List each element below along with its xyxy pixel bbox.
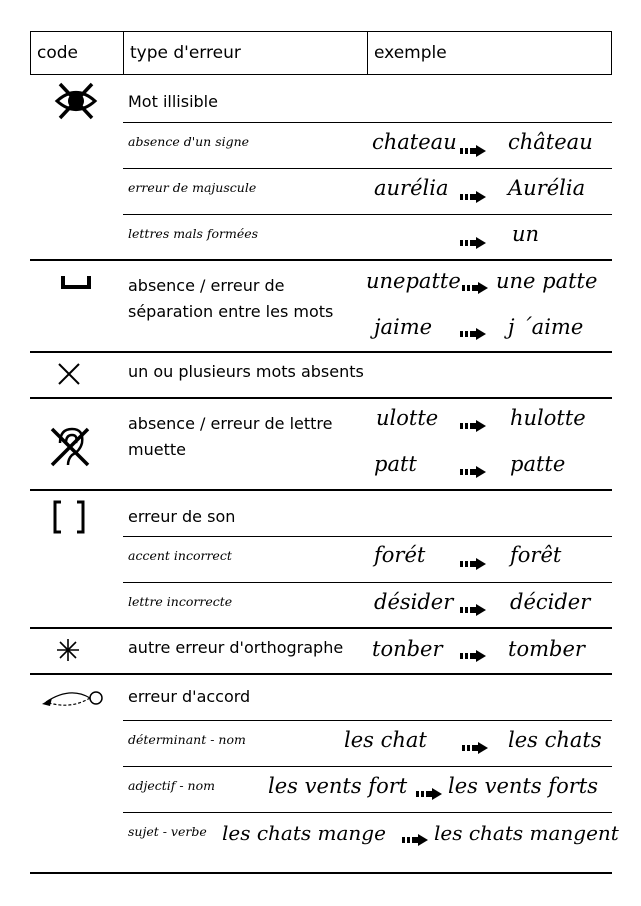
arrow-icon xyxy=(460,328,486,340)
sub-label: absence d'un signe xyxy=(128,134,250,149)
arrow-icon xyxy=(460,650,486,662)
wrong-example: les chats mange xyxy=(222,821,386,845)
right-example: hulotte xyxy=(510,406,586,430)
right-example: les chats mangent xyxy=(434,821,619,845)
sub-label: sujet - verbe xyxy=(128,824,207,839)
sub-label: déterminant - nom xyxy=(128,732,246,747)
row-title: séparation entre les mots xyxy=(128,302,334,321)
wrong-example: tonber xyxy=(372,637,443,661)
sub-separator xyxy=(123,812,612,813)
row-title: Mot illisible xyxy=(128,92,218,111)
row-title: absence / erreur de lettre xyxy=(128,414,333,433)
sub-separator xyxy=(123,122,612,123)
right-example: Aurélia xyxy=(508,176,586,200)
row-separator xyxy=(30,673,612,675)
row-separator xyxy=(30,489,612,491)
arrow-icon xyxy=(416,788,442,800)
right-example: tomber xyxy=(508,637,585,661)
arrow-icon xyxy=(462,742,488,754)
row-separator xyxy=(30,397,612,399)
agreement-arrow-icon xyxy=(40,688,104,712)
wrong-example: chateau xyxy=(372,130,457,154)
sub-separator xyxy=(123,766,612,767)
row-separator xyxy=(30,872,612,874)
sub-separator xyxy=(123,582,612,583)
arrow-icon xyxy=(460,466,486,478)
sub-separator xyxy=(123,214,612,215)
asterisk-icon xyxy=(56,638,80,662)
crossed-ear-icon xyxy=(48,425,92,469)
sub-label: lettre incorrecte xyxy=(128,594,233,609)
wrong-example: les chat xyxy=(344,728,427,752)
wrong-example: ulotte xyxy=(376,406,439,430)
right-example: patte xyxy=(510,452,566,476)
header-example: exemple xyxy=(367,31,612,75)
row-title: erreur de son xyxy=(128,507,236,526)
arrow-icon xyxy=(460,420,486,432)
wrong-example: désider xyxy=(374,590,454,614)
right-example: décider xyxy=(510,590,591,614)
square-brackets-icon xyxy=(52,500,86,534)
wrong-example: jaime xyxy=(374,315,433,339)
right-example: un xyxy=(512,222,540,246)
sub-label: accent incorrect xyxy=(128,548,232,563)
sub-label: adjectif - nom xyxy=(128,778,215,793)
sub-separator xyxy=(123,536,612,537)
right-example: une patte xyxy=(496,269,598,293)
arrow-icon xyxy=(402,834,428,846)
row-title: absence / erreur de xyxy=(128,276,285,295)
row-title: un ou plusieurs mots absents xyxy=(128,362,364,381)
crossed-eye-icon xyxy=(54,82,98,120)
row-separator xyxy=(30,259,612,261)
wrong-example: aurélia xyxy=(374,176,449,200)
header-type: type d'erreur xyxy=(123,31,368,75)
wrong-example: unepatte xyxy=(366,269,461,293)
sub-label: lettres mals formées xyxy=(128,226,259,241)
wrong-example: patt xyxy=(374,452,417,476)
row-separator xyxy=(30,351,612,353)
arrow-icon xyxy=(460,191,486,203)
header-code: code xyxy=(30,31,124,75)
arrow-icon xyxy=(460,237,486,249)
arrow-icon xyxy=(460,145,486,157)
wrong-example: forét xyxy=(374,543,426,567)
space-bracket-icon xyxy=(61,276,91,290)
right-example: les chats xyxy=(508,728,602,752)
right-example: les vents forts xyxy=(448,774,598,798)
sub-separator xyxy=(123,720,612,721)
row-separator xyxy=(30,627,612,629)
right-example: forêt xyxy=(510,543,562,567)
sub-label: erreur de majuscule xyxy=(128,180,257,195)
row-title: autre erreur d'orthographe xyxy=(128,638,344,657)
wrong-example: les vents fort xyxy=(268,774,408,798)
arrow-icon xyxy=(460,558,486,570)
arrow-icon xyxy=(460,604,486,616)
sub-separator xyxy=(123,168,612,169)
right-example: j ´aime xyxy=(508,315,584,339)
row-title: erreur d'accord xyxy=(128,687,251,706)
right-example: château xyxy=(508,130,593,154)
arrow-icon xyxy=(462,282,488,294)
row-title: muette xyxy=(128,440,186,459)
cross-icon xyxy=(58,363,80,385)
